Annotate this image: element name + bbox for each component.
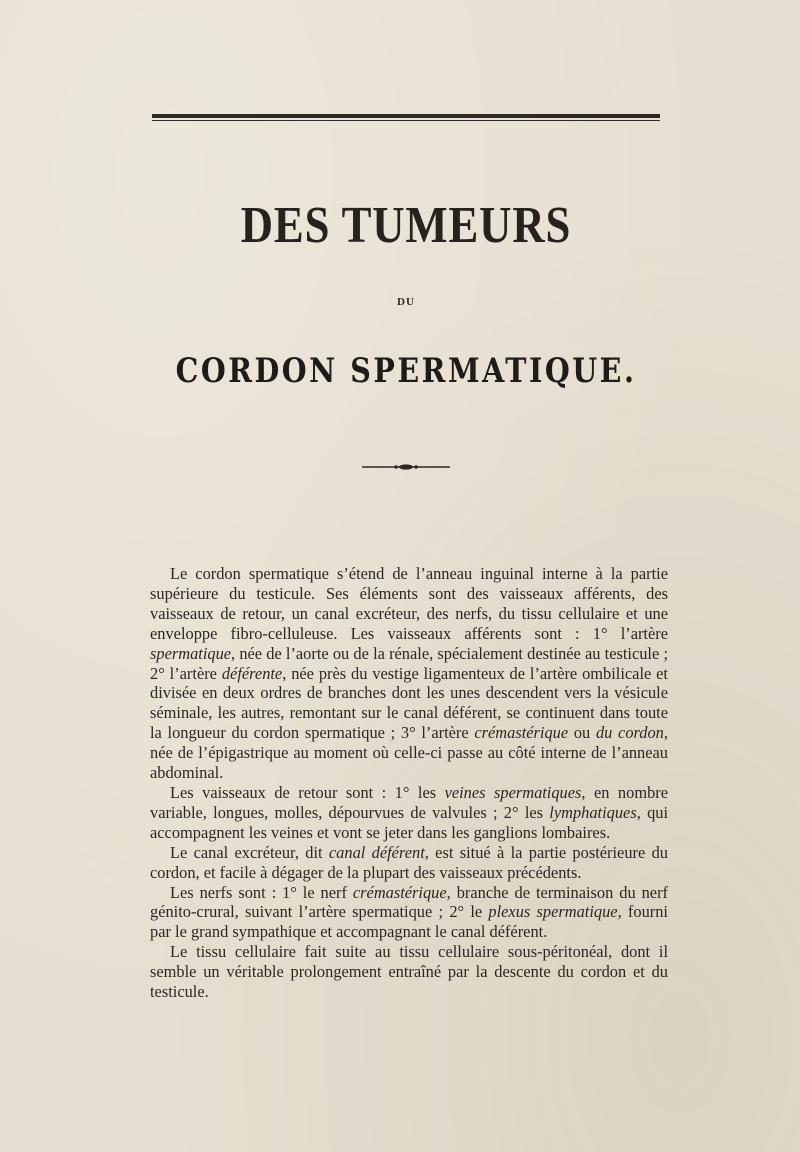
ornament-divider: [362, 462, 450, 472]
paragraph: [150, 564, 668, 783]
italic-term: crémastérique: [352, 882, 447, 902]
text-run: Le tissu cellulaire fait suite au tissu cellulaire sous-péritonéal, dont il semble un véritable prolongement entraîné par la descente du cordon et du testicule.: [150, 942, 668, 1002]
italic-term: déférente: [221, 663, 283, 683]
text-run: Les nerfs sont : 1° le nerf: [170, 882, 353, 902]
text-run: , fourni par le grand sympathique et accompagnant le canal déférent.: [150, 902, 668, 942]
text-run: , est situé à la partie postérieure du cordon, et facile à dégager de la plupart des vaisseaux précédents.: [150, 842, 668, 882]
italic-term: canal déférent: [328, 842, 425, 862]
text-run: Les vaisseaux de retour sont : 1° les: [170, 782, 445, 802]
text-run: Le cordon spermatique s’étend de l’anneau inguinal interne à la partie supérieure du testicule. Ses éléments sont des vaisseaux afférents, des vaisseaux de retour, un canal excréteur, des nerfs, du tissu cellulaire et une enveloppe fibro-celluleuse. Les vaisseaux afférents sont : 1° l’artère: [150, 564, 668, 643]
text-run: ou: [568, 723, 596, 743]
paragraph: [150, 783, 668, 843]
text-run: , qui accompagnent les veines et vont se jeter dans les ganglions lombaires.: [150, 802, 669, 842]
italic-term: plexus spermatique: [488, 902, 618, 922]
text-run: , branche de terminaison du nerf génito-crural, suivant l’artère spermatique ; 2° le: [150, 882, 668, 922]
chapter-subtitle: CORDON SPERMATIQUE.: [175, 351, 637, 391]
thick-rule-line: [152, 114, 660, 118]
chapter-title: DES TUMEURS: [240, 197, 572, 254]
paragraph: [150, 942, 668, 1002]
text-run: , en nombre variable, longues, molles, dépourvues de valvules ; 2° les: [150, 782, 668, 822]
top-double-rule: [152, 114, 660, 123]
thin-rule-line: [152, 120, 660, 121]
body-text: [150, 564, 668, 1002]
italic-term: veines spermatiques: [444, 782, 582, 802]
italic-term: spermatique: [150, 643, 232, 663]
text-run: Le canal excréteur, dit: [170, 842, 329, 862]
paragraph: [150, 843, 668, 883]
text-run: , née de l’aorte ou de la rénale, spécialement destinée au testicule ; 2° l’artère: [150, 643, 668, 683]
paragraph: [150, 883, 668, 943]
title-connector: DU: [397, 296, 415, 308]
text-run: , née près du vestige ligamenteux de l’artère ombilicale et divisée en deux ordres de branches dont les unes descendent vers la vésicule séminale, les autres, remontant sur le canal déférent, se continuent dans toute la longueur du cordon spermatique ; 3° l’artère: [150, 663, 668, 743]
text-run: , née de l’épigastrique au moment où celle-ci passe au côté interne de l’anneau abdominal.: [150, 723, 668, 783]
italic-term: crémastérique: [474, 723, 569, 743]
italic-term: lymphatiques: [549, 802, 637, 822]
italic-term: du cordon: [595, 723, 664, 743]
